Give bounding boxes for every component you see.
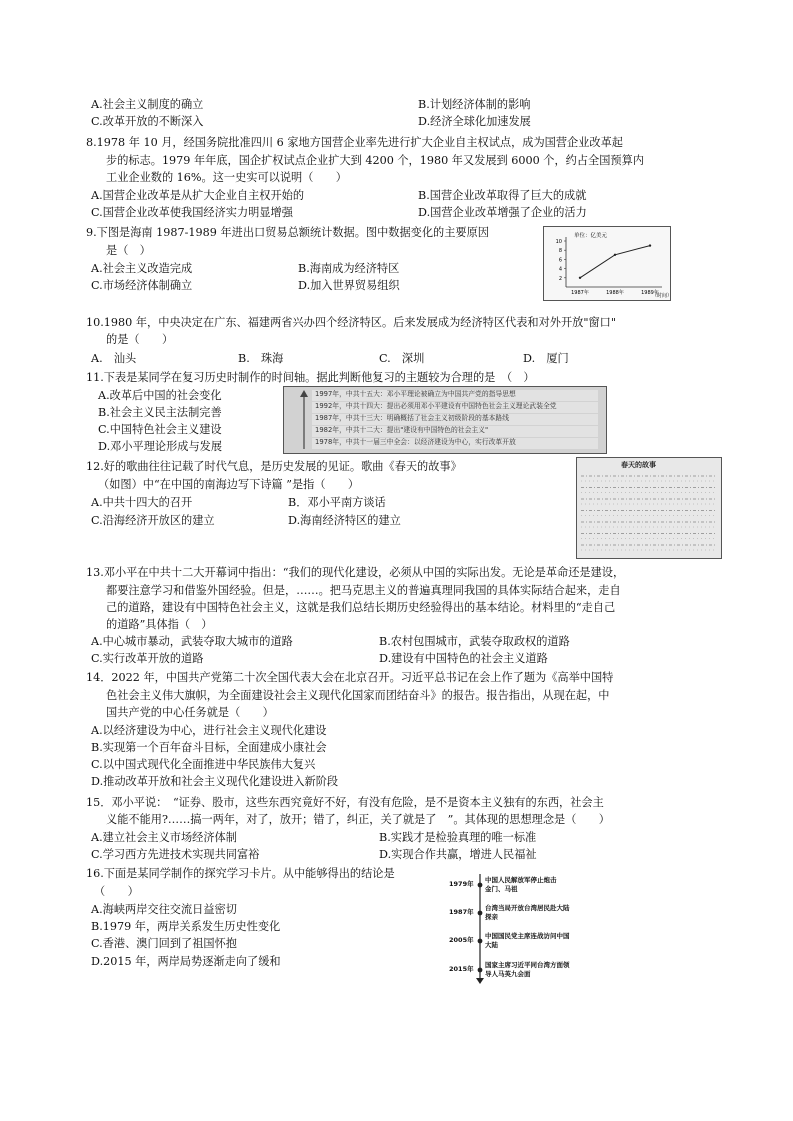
q13-option-a[interactable]: A.中心城市暴动，武装夺取大城市的道路 — [91, 635, 293, 648]
q7-option-c[interactable]: C.改革开放的不断深入 — [91, 115, 204, 128]
q14-stem-line-1: 14．2022 年，中国共产党第二十次全国代表大会在北京召开。习近平总书记在会上作了题为《高举中国特 — [86, 671, 614, 684]
q9-option-d[interactable]: D.加入世界贸易组织 — [298, 279, 400, 292]
q10-stem-line-2: 的是（ ） — [106, 333, 174, 346]
chart-y-tick-label: 4 — [558, 266, 562, 273]
q14-option-b[interactable]: B.实现第一个百年奋斗目标，全面建成小康社会 — [91, 741, 327, 754]
q16-option-c[interactable]: C.香港、澳门回到了祖国怀抱 — [91, 937, 237, 950]
q16-option-d[interactable]: D.2015 年，两岸局势逐渐走向了缓和 — [91, 955, 281, 968]
song-sheet-photo — [576, 457, 722, 559]
hainan-trade-chart — [543, 226, 671, 301]
q7-option-a[interactable]: A.社会主义制度的确立 — [91, 98, 204, 111]
q8-stem-line-2: 步的标志。1979 年年底，国企扩权试点企业扩大到 4200 个，1980 年又发展到 6000 个，约占全国预算内 — [106, 154, 644, 167]
card-event-1987-line2: 探亲 — [485, 913, 498, 921]
chart-y-tick-label: 6 — [558, 257, 562, 264]
q16-option-a[interactable]: A.海峡两岸交往交流日益密切 — [91, 903, 237, 916]
chart-xlabel: （时间） — [652, 293, 673, 299]
q14-option-d[interactable]: D.推动改革开放和社会主义现代化建设进入新阶段 — [91, 775, 339, 788]
card-year-2015: 2015年 — [449, 965, 474, 973]
q8-option-a[interactable]: A.国营企业改革是从扩大企业自主权开始的 — [91, 189, 305, 202]
q10-option-c[interactable]: C. 深圳 — [379, 352, 425, 365]
chart-y-tick-label: 10 — [555, 239, 562, 245]
q14-stem-line-2: 色社会主义伟大旗帜，为全面建设社会主义现代化国家而团结奋斗》的报告。报告指出，从现在起，中 — [106, 689, 610, 702]
q12-stem-line-2: （如图）中“在中国的南海边写下诗篇 ”是指（ ） — [98, 478, 360, 491]
line-chart-svg — [544, 227, 673, 300]
card-event-2015-line2: 导人马英九会面 — [485, 970, 531, 978]
q12-option-d[interactable]: D.海南经济特区的建立 — [288, 514, 401, 527]
chart-point — [614, 254, 616, 256]
q15-stem-line-1: 15．邓小平说： “证券、股市，这些东西究竟好不好，有没有危险，是不是资本主义独有的东西，社会主 — [86, 796, 604, 809]
q14-stem-line-3: 国共产党的中心任务就是（ ） — [106, 706, 274, 719]
q11-option-a[interactable]: A.改革后中国的社会变化 — [98, 389, 222, 402]
timeline-entry-1987: 1987年，中共十三大：明确概括了社会主义初级阶段的基本路线 — [315, 414, 510, 422]
q16-study-card — [447, 870, 647, 985]
q9-option-b[interactable]: B.海南成为经济特区 — [298, 262, 400, 275]
chart-x-tick-label: 1989年 — [641, 290, 659, 296]
q14-option-a[interactable]: A.以经济建设为中心，进行社会主义现代化建设 — [91, 724, 327, 737]
q15-option-d[interactable]: D.实现合作共赢，增进人民福祉 — [379, 848, 537, 861]
q12-option-a[interactable]: A.中共十四大的召开 — [91, 496, 193, 509]
q11-option-c[interactable]: C.中国特色社会主义建设 — [98, 423, 222, 436]
card-event-2005-line2: 大陆 — [485, 941, 498, 949]
chart-point — [579, 277, 581, 279]
card-event-1987-line1: 台湾当局开放台湾居民赴大陆 — [485, 904, 570, 912]
chart-ylabel: 单位：亿美元 — [574, 233, 608, 239]
q9-stem-line-1: 9.下图是海南 1987-1989 年进出口贸易总额统计数据。图中数据变化的主要原因 — [86, 226, 489, 239]
q9-option-c[interactable]: C.市场经济体制确立 — [91, 279, 193, 292]
q15-option-c[interactable]: C.学习西方先进技术实现共同富裕 — [91, 848, 260, 861]
q8-option-d[interactable]: D.国营企业改革增强了企业的活力 — [418, 206, 587, 219]
q10-option-a[interactable]: A. 汕头 — [91, 352, 137, 365]
q8-stem-line-1: 8.1978 年 10 月，经国务院批准四川 6 家地方国营企业率先进行扩大企业自主权试点，成为国营企业改革起 — [86, 136, 623, 149]
q16-stem-line-2: （ ） — [94, 885, 139, 898]
q11-timeline-photo — [283, 386, 607, 454]
q15-option-b[interactable]: B.实践才是检验真理的唯一标准 — [379, 831, 537, 844]
timeline-entry-1978: 1978年，中共十一届三中全会：以经济建设为中心，实行改革开放 — [315, 438, 516, 446]
q13-stem-line-3: 己的道路，建设有中国特色社会主义，这就是我们总结长期历史经验得出的基本结论。材料里的“走自己 — [106, 601, 616, 614]
q13-stem-line-1: 13.邓小平在中共十二大开幕词中指出：“我们的现代化建设，必须从中国的实际出发。无论是革命还是建设， — [86, 566, 625, 579]
card-event-2015-line1: 国家主席习近平同台湾方面领 — [485, 961, 570, 969]
q13-option-d[interactable]: D.建设有中国特色的社会主义道路 — [379, 652, 548, 665]
q9-option-a[interactable]: A.社会主义改造完成 — [91, 262, 193, 275]
card-event-1979-line1: 中国人民解放军停止炮击 — [485, 876, 557, 884]
timeline-entry-1992: 1992年，中共十四大：提出必须用邓小平建设有中国特色社会主义理论武装全党 — [315, 402, 557, 410]
chart-series-line — [580, 246, 650, 278]
q11-stem: 11.下表是某同学在复习历史时制作的时间轴。据此判断他复习的主题较为合理的是 （ ） — [86, 371, 535, 384]
chart-point — [649, 244, 651, 246]
timeline-entry-1982: 1982年，中共十二大：提出"建设有中国特色的社会主义" — [315, 426, 489, 434]
card-year-2005: 2005年 — [449, 936, 474, 944]
chart-x-tick-label: 1988年 — [606, 290, 624, 296]
chart-y-tick-label: 8 — [558, 248, 562, 255]
q13-stem-line-2: 都要注意学习和借鉴外国经验。但是，……。把马克思主义的普遍真理同我国的具体实际结合起来，走自 — [106, 584, 621, 597]
timeline-entry-1997: 1997年，中共十五大：邓小平理论被确立为中国共产党的指导思想 — [315, 390, 516, 398]
q7-option-d[interactable]: D.经济全球化加速发展 — [418, 115, 531, 128]
chart-x-tick-label: 1987年 — [571, 290, 589, 296]
q15-stem-line-2: 义能不能用?……搞一两年，对了，放开；错了，纠正，关了就是了 ”。其体现的思想理念是（ ） — [106, 813, 610, 826]
q14-option-c[interactable]: C.以中国式现代化全面推进中华民族伟大复兴 — [91, 758, 316, 771]
q13-option-b[interactable]: B.农村包围城市，武装夺取政权的道路 — [379, 635, 570, 648]
q8-option-b[interactable]: B.国营企业改革取得了巨大的成就 — [418, 189, 587, 202]
q10-option-b[interactable]: B. 珠海 — [238, 352, 284, 365]
q9-stem-line-2: 是（ ） — [106, 244, 151, 257]
chart-y-tick-label: 2 — [558, 275, 562, 282]
music-score-lines — [577, 458, 721, 558]
q15-option-a[interactable]: A.建立社会主义市场经济体制 — [91, 831, 237, 844]
q12-stem-line-1: 12.好的歌曲往往记载了时代气息，是历史发展的见证。歌曲《春天的故事》 — [86, 460, 462, 473]
q8-option-c[interactable]: C.国营企业改革使我国经济实力明显增强 — [91, 206, 293, 219]
q16-stem-line-1: 16.下面是某同学制作的探究学习卡片。从中能够得出的结论是 — [86, 867, 395, 880]
q13-option-c[interactable]: C.实行改革开放的道路 — [91, 652, 204, 665]
q12-option-c[interactable]: C.沿海经济开放区的建立 — [91, 514, 215, 527]
q8-stem-line-3: 工业企业数的 16%。这一史实可以说明（ ） — [106, 171, 347, 184]
song-title: 春天的故事 — [621, 461, 656, 469]
q12-option-b[interactable]: B．邓小平南方谈话 — [288, 496, 386, 509]
q11-option-d[interactable]: D.邓小平理论形成与发展 — [98, 440, 223, 453]
q16-option-b[interactable]: B.1979 年，两岸关系发生历史性变化 — [91, 920, 281, 933]
card-year-1987: 1987年 — [449, 908, 474, 916]
q10-option-d[interactable]: D. 厦门 — [523, 352, 569, 365]
q10-stem-line-1: 10.1980 年，中央决定在广东、福建两省兴办四个经济特区。后来发展成为经济特区代表和对外开放"窗口" — [86, 316, 616, 329]
q7-option-b[interactable]: B.计划经济体制的影响 — [418, 98, 531, 111]
card-event-1979-line2: 金门、马祖 — [485, 885, 518, 893]
card-year-1979: 1979年 — [449, 880, 474, 888]
q11-option-b[interactable]: B.社会主义民主法制完善 — [98, 406, 222, 419]
card-event-2005-line1: 中国国民党主席连战访问中国 — [485, 932, 570, 940]
q13-stem-line-4: 的道路”具体指（ ） — [106, 618, 213, 631]
